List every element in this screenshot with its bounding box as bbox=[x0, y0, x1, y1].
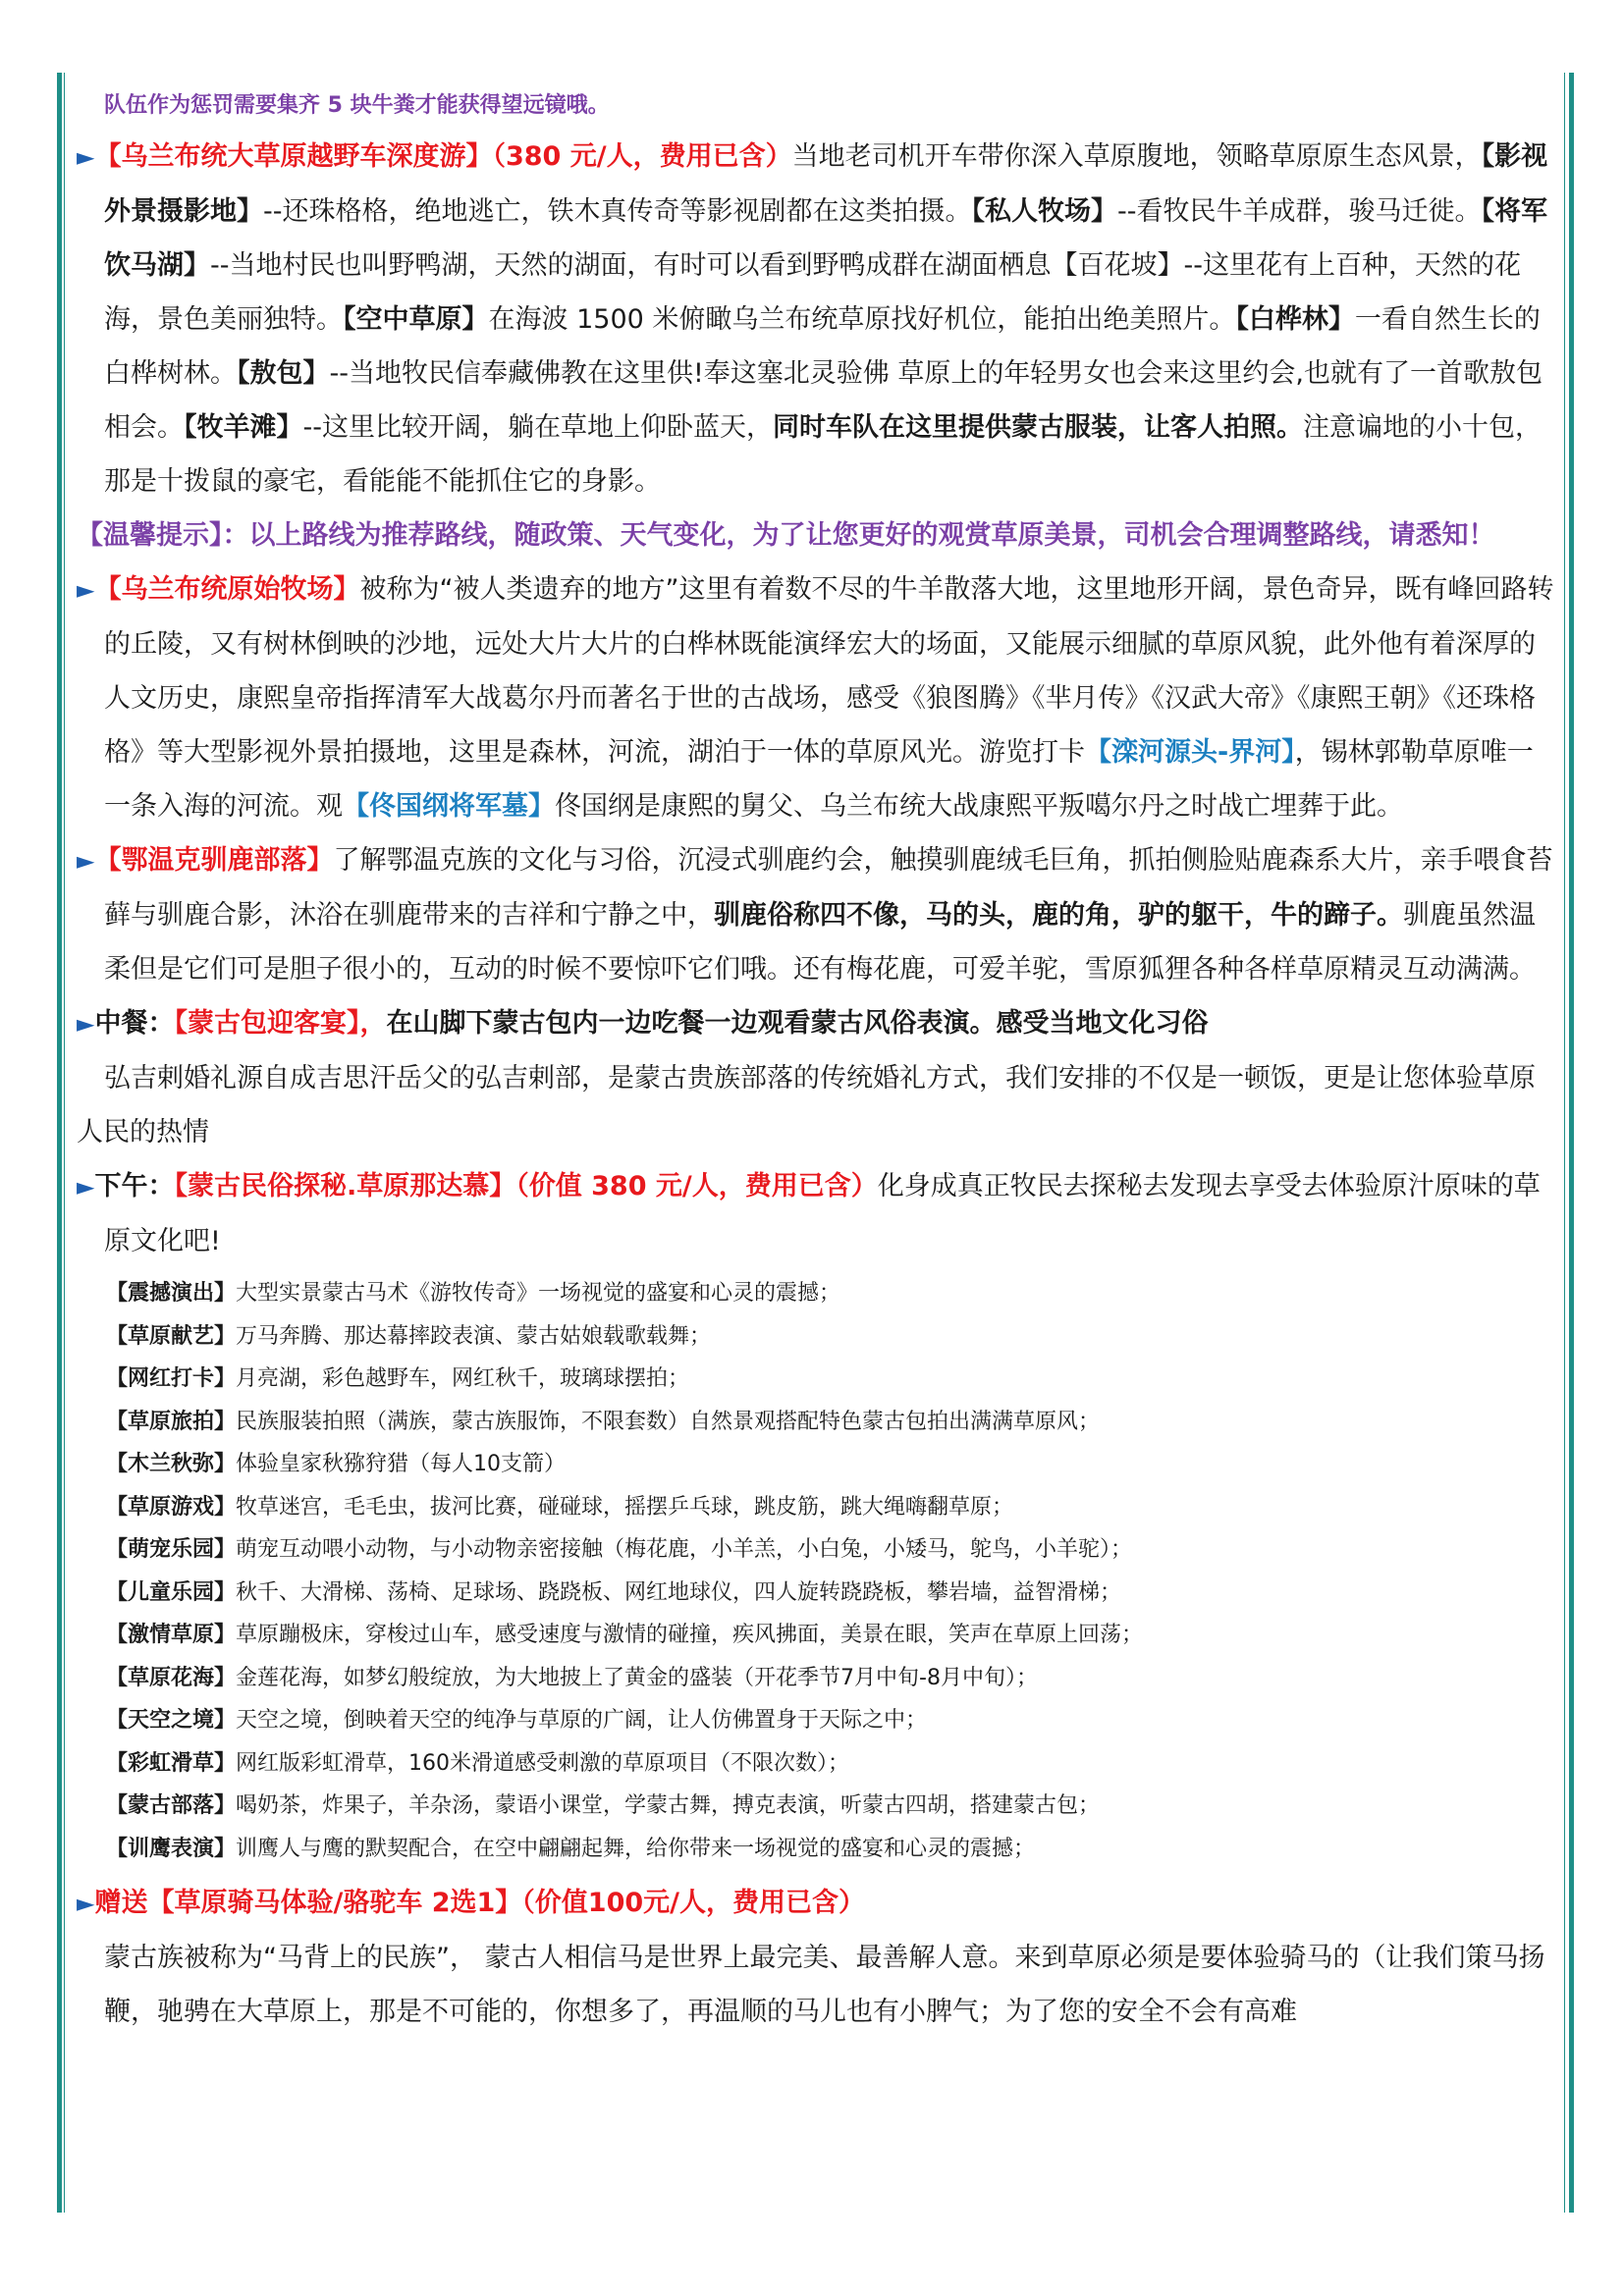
spot-title: 【将军饮马湖】 bbox=[104, 196, 1547, 281]
top-note: 队伍作为惩罚需要集齐 5 块牛粪才能获得望远镜哦。 bbox=[104, 93, 610, 118]
left-border bbox=[57, 73, 62, 2213]
item-tag: 【震撼演出】 bbox=[106, 1281, 237, 1306]
right-border bbox=[1569, 73, 1574, 2213]
section-title: 【乌兰布统原始牧场】 bbox=[94, 574, 360, 605]
spot-title: 【空中草原】 bbox=[343, 304, 489, 335]
item-tag: 【蒙古部落】 bbox=[106, 1793, 237, 1818]
activity-list bbox=[77, 1272, 1555, 1870]
item-tag: 【草原旅拍】 bbox=[106, 1409, 237, 1434]
section-lunch bbox=[77, 996, 1555, 1051]
list-item bbox=[106, 1572, 1555, 1615]
list-item bbox=[106, 1828, 1555, 1871]
text: 在海波 1500 米俯瞰乌兰布统草原找好机位，能拍出绝美照片。 bbox=[488, 304, 1236, 335]
section-title: 【蒙古民俗探秘.草原那达慕】（价值 380 元/人，费用已含） bbox=[174, 1171, 878, 1201]
bullet-arrow-icon: ► bbox=[77, 1890, 95, 1917]
item-text: 牧草迷宫，毛毛虫，拔河比赛，碰碰球，摇摆乒乓球，跳皮筋，跳大绳嗨翻草原； bbox=[236, 1494, 1014, 1520]
spot-title: 【私人牧场】 bbox=[971, 196, 1117, 227]
item-text: 民族服装拍照（满族，蒙古族服饰，不限套数）自然景观搭配特色蒙古包拍出满满草原风； bbox=[236, 1409, 1101, 1434]
section-label: 下午： bbox=[94, 1171, 175, 1201]
section-afternoon bbox=[77, 1159, 1555, 1268]
list-item bbox=[106, 1785, 1555, 1828]
bullet-arrow-icon: ► bbox=[77, 847, 95, 875]
text: ，锡林郭勒草原唯一一条入海的河流。观 bbox=[104, 737, 1534, 822]
spot-title-blue: 【滦河源头-界河】 bbox=[1085, 737, 1295, 768]
lunch-description: 弘吉剌婚礼源自成吉思汗岳父的弘吉剌部，是蒙古贵族部落的传统婚礼方式，我们安排的不仅是一顿饭，更是让您体验草原人民的热情 bbox=[77, 1063, 1536, 1148]
horse-riding-description: 蒙古族被称为“马背上的民族”， 蒙古人相信马是世界上最完美、最善解人意。来到草原必须是要体验骑马的（让我们策马扬鞭，驰骋在大草原上，那是不可能的，你想多了，再温顺的马儿也有小脾气；为了您的安全不会有高难 bbox=[104, 1943, 1545, 2027]
text: 驯鹿虽然温柔但是它们可是胆子很小的，互动的时候不要惊吓它们哦。还有梅花鹿，可爱羊驼，雪原狐狸各种各样草原精灵互动满满。 bbox=[104, 900, 1536, 985]
text: 化身成真正牧民去探秘去发现去享受去体验原汁原味的草原文化吧! bbox=[104, 1171, 1541, 1256]
section-horse-riding bbox=[77, 1876, 1555, 1931]
item-text: 喝奶茶，炸果子，羊杂汤，蒙语小课堂，学蒙古舞，搏克表演，听蒙古四胡，搭建蒙古包； bbox=[236, 1793, 1101, 1818]
item-tag: 【彩虹滑草】 bbox=[106, 1750, 237, 1776]
section-grassland-offroad bbox=[77, 130, 1555, 508]
section-label: 中餐： bbox=[94, 1008, 175, 1039]
text: 佟国纲是康熙的舅父、乌兰布统大战康熙平叛噶尔丹之时战亡埋葬于此。 bbox=[555, 791, 1403, 822]
item-text: 月亮湖，彩色越野车，网红秋千，玻璃球摆拍； bbox=[236, 1366, 690, 1391]
item-text: 网红版彩虹滑草，160米滑道感受刺激的草原项目（不限次数）； bbox=[236, 1750, 850, 1776]
text: 注意谝地的小十包，那是十拨鼠的豪宅，看能能不能抓住它的身影。 bbox=[104, 412, 1542, 497]
list-item bbox=[106, 1401, 1555, 1444]
list-item bbox=[106, 1614, 1555, 1657]
highlight-text: 同时车队在这里提供蒙古服装，让客人拍照。 bbox=[773, 412, 1303, 443]
item-text: 萌宠互动喂小动物，与小动物亲密接触（梅花鹿，小羊羔，小白兔，小矮马，鸵鸟，小羊驼）； bbox=[236, 1537, 1133, 1562]
item-tag: 【天空之境】 bbox=[106, 1708, 237, 1733]
spot-title: 【牧羊滩】 bbox=[184, 412, 303, 443]
text: 了解鄂温克族的文化与习俗，沉浸式驯鹿约会，触摸驯鹿绒毛巨角，抓拍侧脸贴鹿森系大片，亲手喂食苔藓与驯鹿合影，沐浴在驯鹿带来的吉祥和宁静之中， bbox=[104, 845, 1553, 931]
list-item bbox=[106, 1699, 1555, 1742]
item-tag: 【草原献艺】 bbox=[106, 1323, 237, 1349]
item-tag: 【草原游戏】 bbox=[106, 1494, 237, 1520]
text: --看牧民牛羊成群，骏马迁徙。 bbox=[1116, 196, 1482, 227]
text: --当地牧民信奉藏佛教在这里供!奉这塞北灵验佛 草原上的年轻男女也会来这里约会,也就有了一首歌敖包相会。 bbox=[104, 358, 1543, 443]
spot-title-blue: 【佟国纲将军墓】 bbox=[343, 791, 555, 822]
section-original-pasture bbox=[77, 562, 1555, 833]
section-title: 【乌兰布统大草原越野车深度游】（380 元/人，费用已含） bbox=[94, 141, 792, 172]
right-border-inner bbox=[1564, 73, 1565, 2213]
left-border-inner bbox=[64, 73, 65, 2213]
item-tag: 【激情草原】 bbox=[106, 1623, 237, 1647]
section-title: 【鄂温克驯鹿部落】 bbox=[94, 845, 334, 876]
item-text: 秋千、大滑梯、荡椅、足球场、跷跷板、网红地球仪，四人旋转跷跷板，攀岩墙，益智滑梯； bbox=[236, 1579, 1122, 1605]
list-item bbox=[106, 1657, 1555, 1700]
bullet-arrow-icon: ► bbox=[77, 1173, 95, 1201]
highlight-text: 驯鹿俗称四不像，马的头，鹿的角，驴的躯干，牛的蹄子。 bbox=[714, 900, 1403, 931]
section-reindeer-tribe bbox=[77, 833, 1555, 996]
document-body bbox=[77, 86, 1555, 2039]
item-text: 体验皇家秋猕狩猎（每人10支箭） bbox=[236, 1452, 567, 1476]
bullet-arrow-icon: ► bbox=[77, 143, 95, 171]
list-item bbox=[106, 1443, 1555, 1486]
item-tag: 【儿童乐园】 bbox=[106, 1579, 237, 1605]
item-tag: 【草原花海】 bbox=[106, 1665, 237, 1690]
list-item bbox=[106, 1272, 1555, 1315]
item-text: 天空之境，倒映着天空的纯净与草原的广阔，让人仿佛置身于天际之中； bbox=[236, 1708, 928, 1733]
list-item bbox=[106, 1486, 1555, 1529]
item-tag: 【萌宠乐园】 bbox=[106, 1537, 237, 1562]
text: 当地老司机开车带你深入草原腹地，领略草原原生态风景， bbox=[791, 141, 1482, 172]
warm-tip: 【温馨提示】：以上路线为推荐路线，随政策、天气变化，为了让您更好的观赏草原美景，司机会合理调整路线，请悉知！ bbox=[77, 520, 1495, 551]
text: --这里比较开阔，躺在草地上仰卧蓝天， bbox=[302, 412, 773, 443]
section-title: 赠送【草原骑马体验/骆驼车 2选1】（价值100元/人，费用已含） bbox=[94, 1888, 866, 1918]
item-tag: 【木兰秋弥】 bbox=[106, 1452, 237, 1476]
item-tag: 【网红打卡】 bbox=[106, 1366, 237, 1391]
item-text: 草原蹦极床，穿梭过山车，感受速度与激情的碰撞，疾风拂面，美景在眼，笑声在草原上回荡； bbox=[236, 1623, 1144, 1647]
item-tag: 【训鹰表演】 bbox=[106, 1836, 237, 1861]
text: 一看自然生长的白桦树林。 bbox=[104, 304, 1541, 389]
item-text: 万马奔腾、那达幕摔跤表演、蒙古姑娘载歌载舞； bbox=[236, 1323, 712, 1349]
bullet-arrow-icon: ► bbox=[77, 1010, 95, 1038]
list-item bbox=[106, 1528, 1555, 1572]
list-item bbox=[106, 1315, 1555, 1359]
list-item bbox=[106, 1358, 1555, 1401]
item-text: 大型实景蒙古马术《游牧传奇》一场视觉的盛宴和心灵的震撼； bbox=[236, 1281, 841, 1306]
spot-title: 【敖包】 bbox=[237, 358, 330, 389]
list-item bbox=[106, 1742, 1555, 1786]
text: --当地村民也叫野鸭湖，天然的湖面，有时可以看到野鸭成群在湖面栖息【百花坡】--这里花有上百种，天然的花海，景色美丽独特。 bbox=[104, 250, 1521, 335]
item-text: 训鹰人与鹰的默契配合，在空中翩翩起舞，给你带来一场视觉的盛宴和心灵的震撼； bbox=[236, 1836, 1036, 1861]
section-title: 【蒙古包迎客宴】， bbox=[174, 1008, 387, 1039]
item-text: 金莲花海，如梦幻般绽放，为大地披上了黄金的盛装（开花季节7月中旬-8月中旬）； bbox=[236, 1665, 1038, 1690]
text: --还珠格格，绝地逃亡，铁木真传奇等影视剧都在这类拍摄。 bbox=[263, 196, 972, 227]
bullet-arrow-icon: ► bbox=[77, 576, 95, 604]
spot-title: 【白桦林】 bbox=[1235, 304, 1355, 335]
highlight-text: 在山脚下蒙古包内一边吃餐一边观看蒙古风俗表演。感受当地文化习俗 bbox=[386, 1008, 1209, 1039]
text: 被称为“被人类遗弃的地方”这里有着数不尽的牛羊散落大地，这里地形开阔，景色奇异，既有峰回路转的丘陵，又有树林倒映的沙地，远处大片大片的白桦林既能演绎宏大的场面，又能展示细腻的草原风貌，此外他有着深厚的人文历史，康熙皇帝指挥清军大战葛尔丹而著名于世的古战场，感受《狼图腾》《芈月传》《汉武大帝》《康熙王朝》《还珠格格》等大型影视外景拍摄地，这里是森林，河流，湖泊于一体的草原风光。游览打卡 bbox=[104, 574, 1554, 768]
spot-title: 【影视外景摄影地】 bbox=[104, 141, 1548, 227]
